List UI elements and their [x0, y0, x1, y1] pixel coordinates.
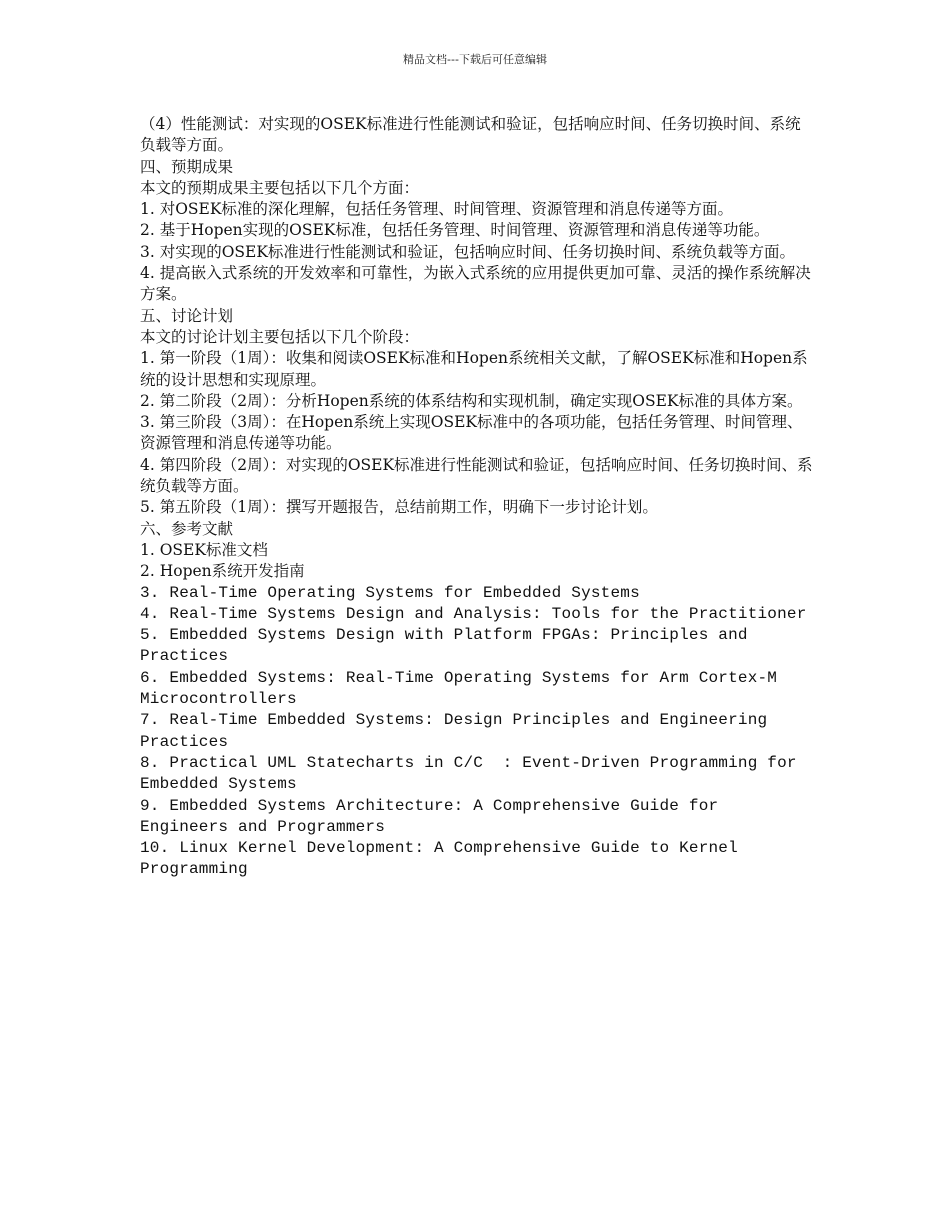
reference-item-7: 7. Real-Time Embedded Systems: Design Principles and Engineering Practices	[140, 711, 778, 751]
section-heading-references: 六、参考文献	[140, 519, 234, 538]
reference-item-2: 2. Hopen系统开发指南	[140, 562, 305, 581]
reference-item-8: 8. Practical UML Statecharts in C/C : Event-Driven Programming for Embedded Systems	[140, 753, 807, 794]
reference-item-5: 5. Embedded Systems Design with Platform FPGAs: Principles and Practices	[140, 626, 758, 666]
page-header: 精品文档---下载后可任意编辑	[403, 53, 547, 66]
list-item-plan-2: 2. 第二阶段（2周）：分析Hopen系统的体系结构和实现机制，确定实现OSEK标准的具体方案。	[140, 391, 803, 410]
list-item-result-2: 2. 基于Hopen实现的OSEK标准，包括任务管理、时间管理、资源管理和消息传递等功能。	[140, 221, 770, 240]
reference-item-10: 10. Linux Kernel Development: A Comprehensive Guide to Kernel Programming	[140, 839, 748, 879]
list-item-result-3: 3. 对实现的OSEK标准进行性能测试和验证，包括响应时间、任务切换时间、系统负载等方面。	[140, 242, 795, 261]
reference-item-6: 6. Embedded Systems: Real-Time Operating Systems for Arm Cortex-M Microcontrollers	[140, 668, 787, 709]
body-paragraph-plan-intro: 本文的讨论计划主要包括以下几个阶段：	[140, 327, 420, 346]
body-paragraph-performance-test: （4）性能测试：对实现的OSEK标准进行性能测试和验证，包括响应时间、任务切换时间、系统负载等方面。	[140, 115, 801, 155]
reference-item-4: 4. Real-Time Systems Design and Analysis: Tools for the Practitioner	[140, 604, 807, 623]
section-heading-plan: 五、讨论计划	[140, 306, 234, 325]
reference-item-3: 3. Real-Time Operating Systems for Embedded Systems	[140, 583, 640, 602]
reference-item-1: 1. OSEK标准文档	[140, 540, 268, 559]
list-item-plan-4: 4. 第四阶段（2周）：对实现的OSEK标准进行性能测试和验证，包括响应时间、任务切换时间、系统负载等方面。	[140, 455, 813, 496]
reference-item-9: 9. Embedded Systems Architecture: A Comprehensive Guide for Engineers and Programmers	[140, 796, 729, 836]
list-item-plan-1: 1. 第一阶段（1周）：收集和阅读OSEK标准和Hopen系统相关文献，了解OSEK标准和Hopen系统的设计思想和实现原理。	[140, 349, 808, 389]
list-item-result-1: 1. 对OSEK标准的深化理解，包括任务管理、时间管理、资源管理和消息传递等方面。	[140, 200, 733, 219]
list-item-plan-5: 5. 第五阶段（1周）：撰写开题报告，总结前期工作，明确下一步讨论计划。	[140, 498, 658, 517]
section-heading-expected-results: 四、预期成果	[140, 157, 234, 176]
body-paragraph-results-intro: 本文的预期成果主要包括以下几个方面：	[140, 178, 420, 197]
list-item-result-4: 4. 提高嵌入式系统的开发效率和可靠性，为嵌入式系统的应用提供更加可靠、灵活的操作系统解决方案。	[140, 264, 811, 304]
document-body	[140, 114, 815, 881]
list-item-plan-3: 3. 第三阶段（3周）：在Hopen系统上实现OSEK标准中的各项功能，包括任务管理、时间管理、资源管理和消息传递等功能。	[140, 413, 803, 453]
